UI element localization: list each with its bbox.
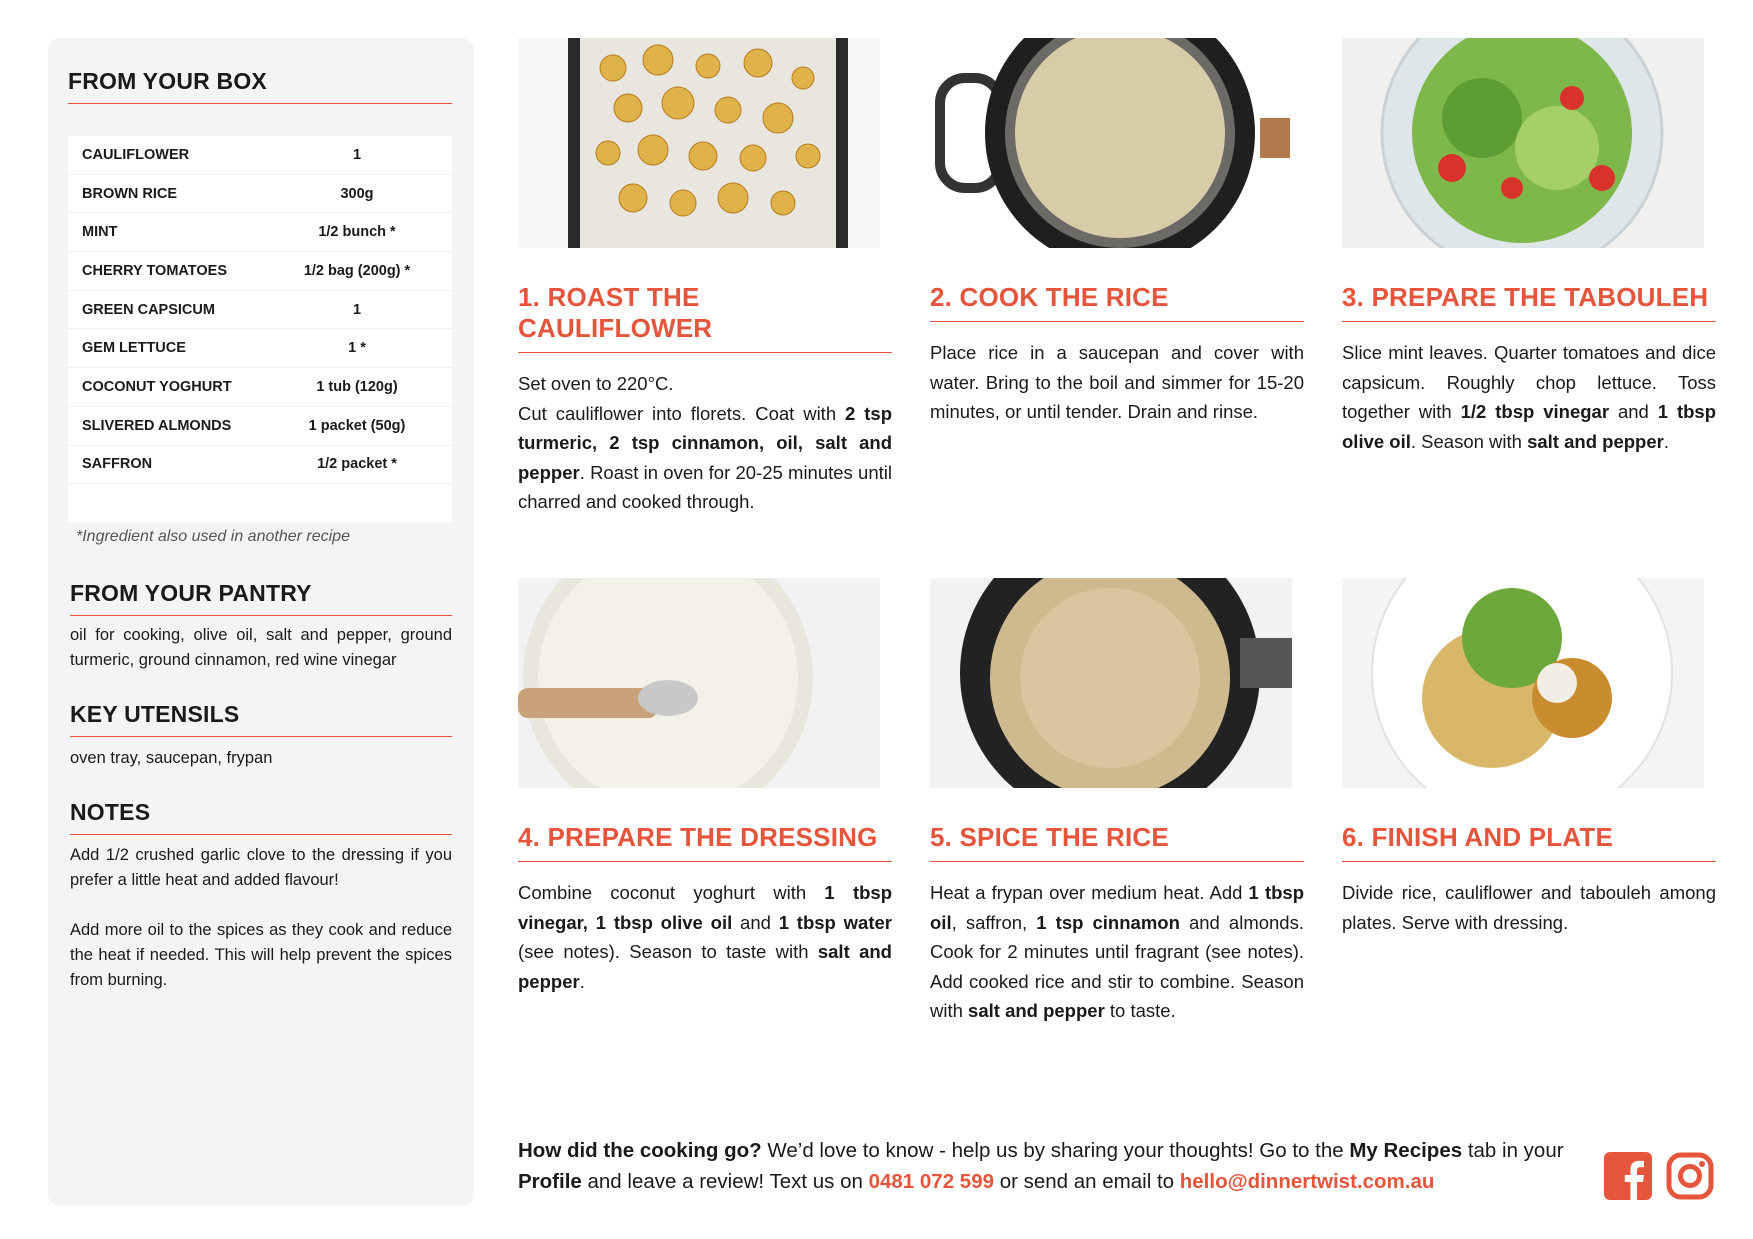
footer-text-part: and leave a review! Text us on [581, 1170, 869, 1193]
text: Cut cauliflower into florets. Coat with [518, 402, 846, 424]
instagram-icon[interactable] [1666, 1152, 1714, 1200]
step-6 [1342, 578, 1716, 937]
ingredient-name: SLIVERED ALMONDS [82, 417, 232, 434]
ingredient-row [68, 329, 452, 368]
pantry-text: oil for cooking, olive oil, salt and pepper, ground turmeric, ground cinnamon, red wine vinegar [70, 626, 452, 669]
ingredient-row-empty [68, 484, 452, 522]
text: Heat a frypan over medium heat. Add [930, 882, 1249, 903]
ingredients-table [68, 136, 452, 522]
text: . Roast in oven for 20-25 minutes until charred and cooked through. [518, 461, 892, 512]
step-title: 6. FINISH AND PLATE [1342, 822, 1716, 862]
footer-text-part: We’d love to know - help us by sharing your thoughts! Go to the [761, 1139, 1350, 1162]
ingredient-name: CHERRY TOMATOES [82, 262, 228, 279]
ingredient-qty: 1/2 packet * [317, 456, 397, 473]
facebook-icon[interactable] [1604, 1152, 1652, 1200]
ingredient-qty: 1/2 bunch * [318, 224, 396, 241]
ingredient-row [68, 175, 452, 214]
text: and [1609, 401, 1658, 422]
ingredient-name: GEM LETTUCE [82, 340, 186, 357]
step-body [1342, 338, 1716, 456]
ingredient-row [68, 407, 452, 446]
yoghurt-dressing-image [518, 578, 880, 788]
bold-text: 1 tsp cinnamon [1036, 911, 1180, 933]
bold-text: 1 tbsp oil [930, 882, 1305, 933]
ingredient-row [68, 252, 452, 291]
footer-text-part: My Recipes [1349, 1139, 1463, 1162]
text: . [1663, 430, 1669, 452]
step-body [930, 338, 1304, 427]
text: . [579, 970, 585, 992]
step-3 [1342, 38, 1716, 456]
feedback-footer [518, 1135, 1578, 1197]
feedback-text [518, 1139, 1564, 1193]
ingredient-footnote: *Ingredient also used in another recipe [76, 528, 350, 545]
ingredient-name: SAFFRON [82, 456, 153, 473]
ingredient-qty: 1 [352, 301, 362, 318]
ingredient-row [68, 368, 452, 407]
ingredient-qty: 1 * [348, 340, 366, 357]
ingredient-qty: 1 packet (50g) [308, 417, 406, 434]
ingredient-name: GREEN CAPSICUM [82, 301, 215, 318]
ingredient-name: COCONUT YOGHURT [82, 378, 232, 395]
step-body [518, 878, 892, 996]
text: Combine coconut yoghurt with [518, 882, 825, 903]
note-item: Add 1/2 crushed garlic clove to the dressing if you prefer a little heat and added flavour! [70, 846, 452, 889]
bold-text: 1 tbsp olive oil [1342, 401, 1716, 452]
bold-text: 2 tsp turmeric, 2 tsp cinnamon, oil, salt and pepper [518, 402, 892, 483]
pantry-title: FROM YOUR PANTRY [70, 580, 452, 616]
ingredient-row [68, 213, 452, 252]
text: and almonds. Cook for 2 minutes until fragrant (see notes). Add cooked rice and stir to combine. Season with [930, 911, 1304, 1021]
ingredient-row [68, 446, 452, 485]
utensils-title: KEY UTENSILS [70, 701, 452, 737]
step-body [518, 369, 892, 517]
footer-text-part: or send an email to [994, 1170, 1180, 1193]
ingredient-name: BROWN RICE [82, 185, 178, 202]
step-body [1342, 878, 1716, 937]
ingredient-qty: 1/2 bag (200g) * [303, 262, 411, 279]
ingredients-sidebar [48, 38, 474, 1206]
step-1 [518, 38, 892, 517]
ingredient-name: CAULIFLOWER [82, 146, 190, 163]
ingredient-name: MINT [82, 224, 118, 241]
step-5 [930, 578, 1304, 1026]
text: (see notes). Season to taste with [518, 941, 818, 962]
utensils-text: oven tray, saucepan, frypan [70, 749, 273, 767]
ingredient-row [68, 136, 452, 175]
ingredient-qty: 300g [340, 185, 374, 202]
bold-text: 1 tbsp water [778, 911, 892, 933]
footer-text-part: tab in your [1462, 1139, 1564, 1162]
step-4 [518, 578, 892, 996]
text: Divide rice, cauliflower and tabouleh among plates. Serve with dressing. [1342, 882, 1716, 933]
bold-text: 1 tbsp vinegar, 1 tbsp olive oil [518, 882, 893, 933]
ingredient-qty: 1 tub (120g) [316, 378, 398, 395]
step-title: 5. SPICE THE RICE [930, 822, 1304, 862]
contact-link[interactable]: hello@dinnertwist.com.au [1179, 1170, 1435, 1193]
text: and [732, 911, 779, 933]
roasted-cauliflower-image [518, 38, 880, 248]
text: to taste. [1104, 1000, 1176, 1021]
contact-link[interactable]: 0481 072 599 [868, 1170, 994, 1193]
ingredient-qty: 1 [352, 146, 362, 163]
rice-strainer-image [930, 38, 1292, 248]
bold-text: salt and pepper [518, 941, 892, 992]
notes-title: NOTES [70, 799, 452, 835]
step-title: 1. ROAST THE CAULIFLOWER [518, 282, 892, 353]
text: Slice mint leaves. Quarter tomatoes and dice capsicum. Roughly chop lettuce. Toss together with [1342, 342, 1716, 422]
text: . Season with [1410, 430, 1528, 452]
footer-text-part: Profile [518, 1170, 582, 1193]
tabouleh-salad-image [1342, 38, 1704, 248]
plated-dish-image [1342, 578, 1704, 788]
bold-text: 1/2 tbsp vinegar [1460, 401, 1610, 422]
step-2 [930, 38, 1304, 427]
text: Set oven to 220°C. [518, 373, 674, 394]
bold-text: salt and pepper [968, 1000, 1105, 1021]
step-body [930, 878, 1304, 1026]
note-item: Add more oil to the spices as they cook and reduce the heat if needed. This will help prevent the spices from burning. [70, 921, 452, 989]
step-title: 2. COOK THE RICE [930, 282, 1304, 322]
text: Place rice in a saucepan and cover with water. Bring to the boil and simmer for 15-20 minutes, or until tender. Drain and rinse. [930, 342, 1304, 422]
footer-text-part: How did the cooking go? [518, 1139, 762, 1162]
ingredient-row [68, 291, 452, 330]
step-title: 3. PREPARE THE TABOULEH [1342, 282, 1716, 322]
step-title: 4. PREPARE THE DRESSING [518, 822, 892, 862]
spiced-rice-frypan-image [930, 578, 1292, 788]
box-title: FROM YOUR BOX [68, 68, 452, 104]
text: , saffron, [951, 911, 1037, 933]
bold-text: salt and pepper [1527, 430, 1664, 452]
